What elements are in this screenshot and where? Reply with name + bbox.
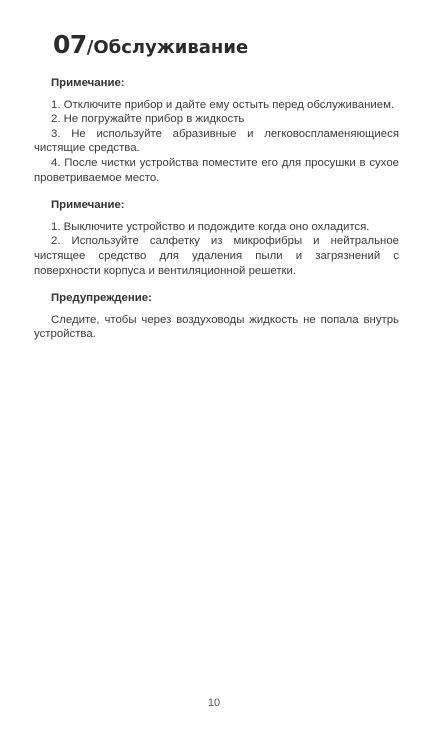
section-note-1 bbox=[34, 76, 399, 185]
list-item: 3. Не используйте абразивные и легковоспламеняющиеся чистящие средства. bbox=[34, 127, 399, 155]
list-item: 1. Отключите прибор и дайте ему остыть перед обслуживанием. bbox=[51, 98, 395, 111]
content bbox=[34, 76, 399, 342]
section-heading: Примечание: bbox=[51, 199, 125, 212]
warning-text: Следите, чтобы через воздуховоды жидкость не попала внутрь устройства. bbox=[34, 313, 399, 341]
page-number: 10 bbox=[207, 697, 221, 709]
chapter-title: /Обслуживание bbox=[86, 37, 249, 58]
section-warning bbox=[34, 291, 399, 342]
list-item: 2. Не погружайте прибор в жидкость bbox=[51, 113, 245, 126]
list-item: 1. Выключите устройство и подождите когда оно охладится. bbox=[51, 220, 370, 233]
section-heading: Примечание: bbox=[51, 77, 125, 89]
section-note-2 bbox=[34, 198, 399, 278]
section-heading: Предупреждение: bbox=[51, 292, 152, 305]
chapter-header bbox=[53, 30, 248, 59]
list-item: 4. После чистки устройства поместите его для просушки в сухое проветриваемое место. bbox=[34, 156, 399, 184]
chapter-number: 07 bbox=[53, 30, 87, 59]
list-item: 2. Используйте салфетку из микрофибры и нейтральное чистящее средство для удаления пыли и загрязнений с поверхности корпуса и вентиляционной решетки. bbox=[34, 235, 399, 277]
